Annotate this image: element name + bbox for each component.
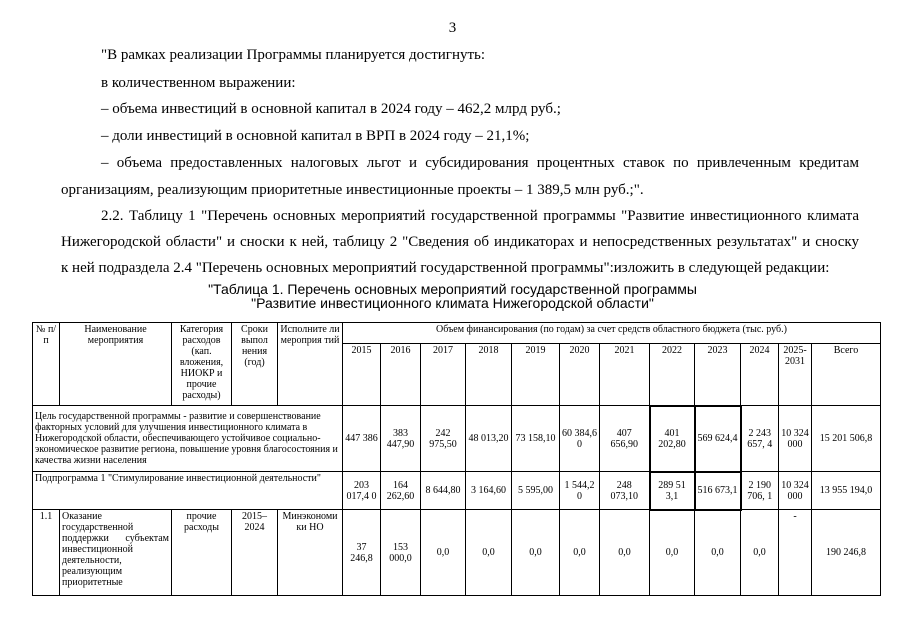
paragraph-benefits-line1: – объема предоставленных налоговых льгот и субсидирования процентных ставок по привлеченным кредитам xyxy=(101,155,859,171)
subprogram-value: 1 544,2 0 xyxy=(560,472,600,510)
header-executor: Исполните ли мероприя тий xyxy=(278,323,343,406)
subprogram-value: 8 644,80 xyxy=(421,472,466,510)
goal-value: 242 975,50 xyxy=(421,406,466,472)
header-total: Всего xyxy=(812,344,881,406)
row-1-1-value: 0,0 xyxy=(421,510,466,596)
row-1-1-value: 0,0 xyxy=(560,510,600,596)
goal-value: 48 013,20 xyxy=(466,406,512,472)
header-year: 2018 xyxy=(466,344,512,406)
header-year: 2025-2031 xyxy=(779,344,812,406)
row-1-1-num: 1.1 xyxy=(33,510,60,596)
subprogram-value: 164 262,60 xyxy=(381,472,421,510)
subprogram-value: 203 017,4 0 xyxy=(343,472,381,510)
row-1-1-name: Оказание государственной поддержки субъектам инвестиционной деятельности, реализующим приоритетные xyxy=(60,510,172,596)
paragraph-table-ref-line1: 2.2. Таблицу 1 "Перечень основных мероприятий государственной программы "Развитие инвестиционного климата xyxy=(101,208,859,224)
row-1-1-value: 37 246,8 xyxy=(343,510,381,596)
header-year: 2021 xyxy=(600,344,650,406)
header-year: 2020 xyxy=(560,344,600,406)
header-year: 2019 xyxy=(512,344,560,406)
header-year: 2022 xyxy=(650,344,695,406)
subprogram-value: 3 164,60 xyxy=(466,472,512,510)
header-year: 2015 xyxy=(343,344,381,406)
paragraph-table-ref-line2: Нижегородской области" и сноски к ней, таблицу 2 "Сведения об индикаторах и непосредственных результатах" и сноску xyxy=(61,234,859,250)
row-1-1-value: 0,0 xyxy=(741,510,779,596)
goal-value: 73 158,10 xyxy=(512,406,560,472)
table-caption-line1: "Таблица 1. Перечень основных мероприятий государственной программы xyxy=(208,281,697,297)
header-year: 2016 xyxy=(381,344,421,406)
subprogram-value: 248 073,10 xyxy=(600,472,650,510)
paragraph-intro: "В рамках реализации Программы планируется достигнуть: xyxy=(101,47,486,63)
header-num: № п/п xyxy=(33,323,60,406)
row-1-1-value: 190 246,8 xyxy=(812,510,881,596)
row-1-1-value: 0,0 xyxy=(695,510,741,596)
goal-value: 383 447,90 xyxy=(381,406,421,472)
table-caption-line2: "Развитие инвестиционного климата Нижегородской области" xyxy=(251,295,654,311)
header-funding: Объем финансирования (по годам) за счет средств областного бюджета (тыс. руб.) xyxy=(343,323,881,344)
row-1-1-executor: Минэкономи ки НО xyxy=(278,510,343,596)
goal-value: 60 384,6 0 xyxy=(560,406,600,472)
row-1-1-value: 153 000,0 xyxy=(381,510,421,596)
subprogram-value: 289 51 3,1 xyxy=(650,472,695,510)
goal-value: 401 202,80 xyxy=(650,406,695,472)
paragraph-quantitative: в количественном выражении: xyxy=(101,75,296,91)
row-1-1-value: 0,0 xyxy=(512,510,560,596)
paragraph-investments: – объема инвестиций в основной капитал в 2024 году – 462,2 млрд руб.; xyxy=(101,101,561,117)
header-term: Сроки выпол нения (год) xyxy=(232,323,278,406)
subprogram-value: 5 595,00 xyxy=(512,472,560,510)
goal-row-label: Цель государственной программы - развитие и совершенствование факторных условий для улучшения инвестиционного климата в Нижегородской области, обеспечивающего устойчивое социально-экономическое развитие региона, повышение уровня благосостояния и качества жизни населения xyxy=(33,406,343,472)
subprogram-value: 10 324 000 xyxy=(779,472,812,510)
row-1-1-value: 0,0 xyxy=(600,510,650,596)
header-name: Наименование мероприятия xyxy=(60,323,172,406)
row-1-1-category: прочие расходы xyxy=(172,510,232,596)
page-number: 3 xyxy=(448,20,457,36)
goal-value: 2 243 657, 4 xyxy=(741,406,779,472)
paragraph-benefits-line2: организациям, реализующим приоритетные инвестиционные проекты – 1 389,5 млн руб.;". xyxy=(61,182,644,198)
row-1-1-term: 2015– 2024 xyxy=(232,510,278,596)
subprogram-row-label: Подпрограмма 1 "Стимулирование инвестиционной деятельности" xyxy=(33,472,343,510)
goal-value: 447 386 xyxy=(343,406,381,472)
header-year: 2017 xyxy=(421,344,466,406)
goal-value: 15 201 506,8 xyxy=(812,406,881,472)
header-year: 2024 xyxy=(741,344,779,406)
subprogram-value: 2 190 706, 1 xyxy=(741,472,779,510)
header-year: 2023 xyxy=(695,344,741,406)
row-1-1-value: 0,0 xyxy=(466,510,512,596)
row-1-1-value: - xyxy=(779,510,812,596)
paragraph-table-ref-line3: к ней подраздела 2.4 "Перечень основных мероприятий государственной программы":изложить в следующей редакции: xyxy=(61,260,830,276)
paragraph-share: – доли инвестиций в основной капитал в ВРП в 2024 году – 21,1%; xyxy=(101,128,530,144)
goal-value: 10 324 000 xyxy=(779,406,812,472)
goal-value: 569 624,4 xyxy=(695,406,741,472)
measures-table xyxy=(32,322,881,596)
subprogram-value: 13 955 194,0 xyxy=(812,472,881,510)
subprogram-value: 516 673,1 xyxy=(695,472,741,510)
goal-value: 407 656,90 xyxy=(600,406,650,472)
row-1-1-value: 0,0 xyxy=(650,510,695,596)
header-category: Категория расходов (кап. вложения, НИОКР и прочие расходы) xyxy=(172,323,232,406)
